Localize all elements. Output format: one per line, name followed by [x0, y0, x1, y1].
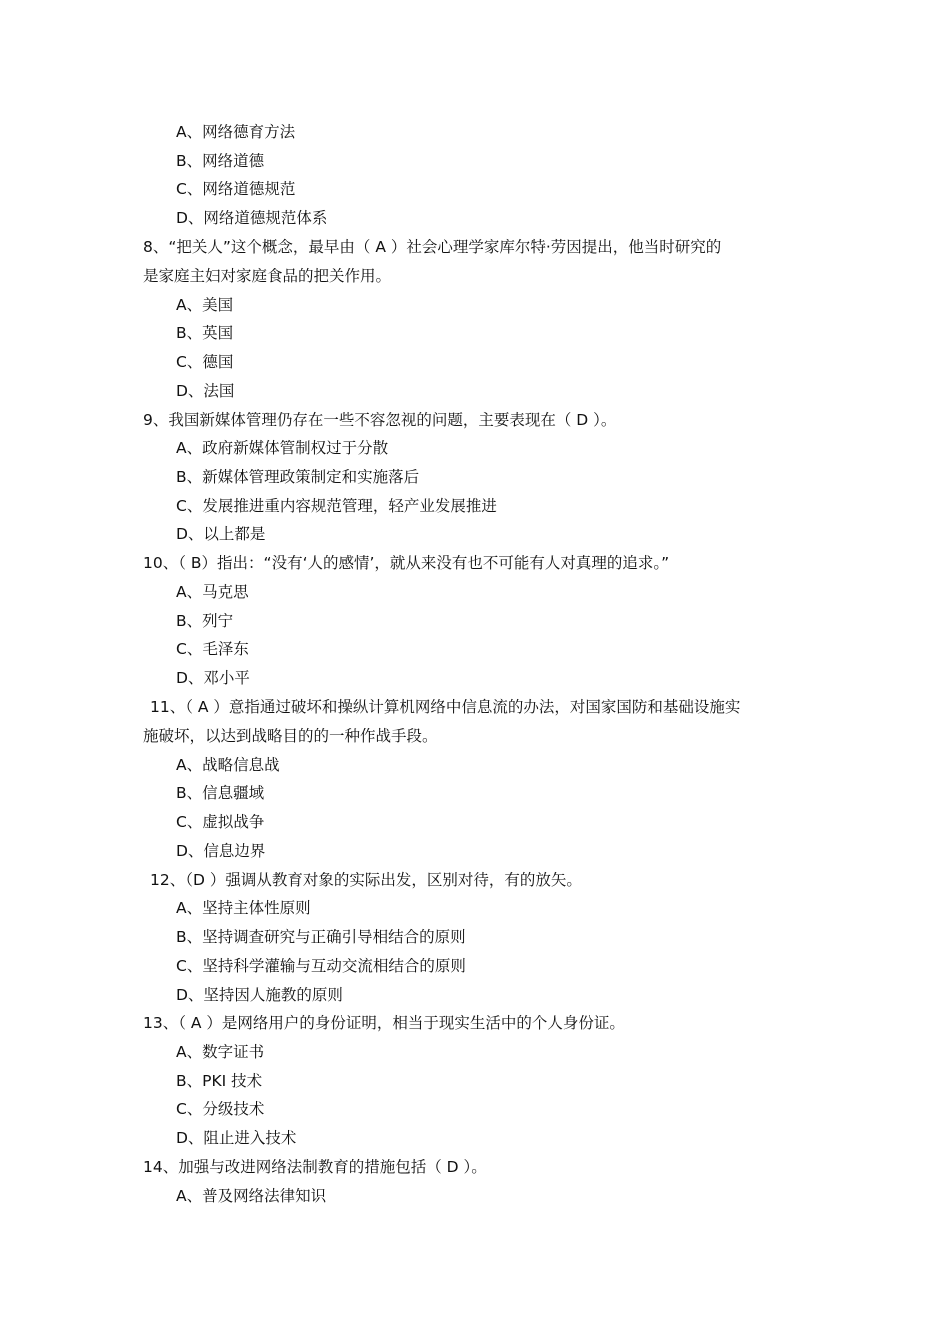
question-line: 11、（ A ）意指通过破坏和操纵计算机网络中信息流的办法，对国家国防和基础设施实 — [150, 698, 741, 716]
option-line: A、战略信息战 — [176, 756, 280, 774]
option-line: A、普及网络法律知识 — [176, 1187, 327, 1205]
option-line: C、坚持科学灌输与互动交流相结合的原则 — [176, 957, 466, 975]
question-line: 9、我国新媒体管理仍存在一些不容忽视的问题，主要表现在（ D ）。 — [143, 411, 617, 429]
option-line: A、坚持主体性原则 — [176, 899, 311, 917]
option-line: A、马克思 — [176, 583, 249, 601]
option-line: B、新媒体管理政策制定和实施落后 — [176, 468, 420, 486]
option-line: B、网络道德 — [176, 152, 265, 170]
option-line: B、列宁 — [176, 612, 234, 630]
option-line: B、坚持调查研究与正确引导相结合的原则 — [176, 928, 466, 946]
option-line: B、PKI 技术 — [176, 1072, 263, 1090]
option-line: A、政府新媒体管制权过于分散 — [176, 439, 389, 457]
option-line: A、数字证书 — [176, 1043, 265, 1061]
option-line: D、邓小平 — [176, 669, 250, 687]
option-line: B、英国 — [176, 324, 234, 342]
question-continuation: 施破坏，以达到战略目的的一种作战手段。 — [143, 727, 438, 745]
option-line: C、德国 — [176, 353, 234, 371]
question-continuation: 是家庭主妇对家庭食品的把关作用。 — [143, 267, 392, 285]
option-line: D、坚持因人施教的原则 — [176, 986, 343, 1004]
question-line: 13、（ A ）是网络用户的身份证明，相当于现实生活中的个人身份证。 — [143, 1014, 625, 1032]
option-line: C、网络道德规范 — [176, 180, 296, 198]
option-line: A、网络德育方法 — [176, 123, 296, 141]
question-line: 10、（ B）指出：“没有‘人的感情’，就从来没有也不可能有人对真理的追求。” — [143, 554, 670, 572]
option-line: C、虚拟战争 — [176, 813, 265, 831]
option-line: D、信息边界 — [176, 842, 266, 860]
question-line: 12、（D ）强调从教育对象的实际出发，区别对待，有的放矢。 — [150, 871, 582, 889]
option-line: C、分级技术 — [176, 1100, 265, 1118]
option-line: D、法国 — [176, 382, 235, 400]
question-line: 14、加强与改进网络法制教育的措施包括（ D ）。 — [143, 1158, 487, 1176]
question-line: 8、“把关人”这个概念，最早由（ A ）社会心理学家库尔特·劳因提出，他当时研究的 — [143, 238, 722, 256]
option-line: D、以上都是 — [176, 525, 266, 543]
option-line: C、毛泽东 — [176, 640, 249, 658]
option-line: D、阻止进入技术 — [176, 1129, 297, 1147]
option-line: A、美国 — [176, 296, 234, 314]
option-line: D、网络道德规范体系 — [176, 209, 328, 227]
option-line: C、发展推进重内容规范管理，轻产业发展推进 — [176, 497, 497, 515]
option-line: B、信息疆域 — [176, 784, 265, 802]
